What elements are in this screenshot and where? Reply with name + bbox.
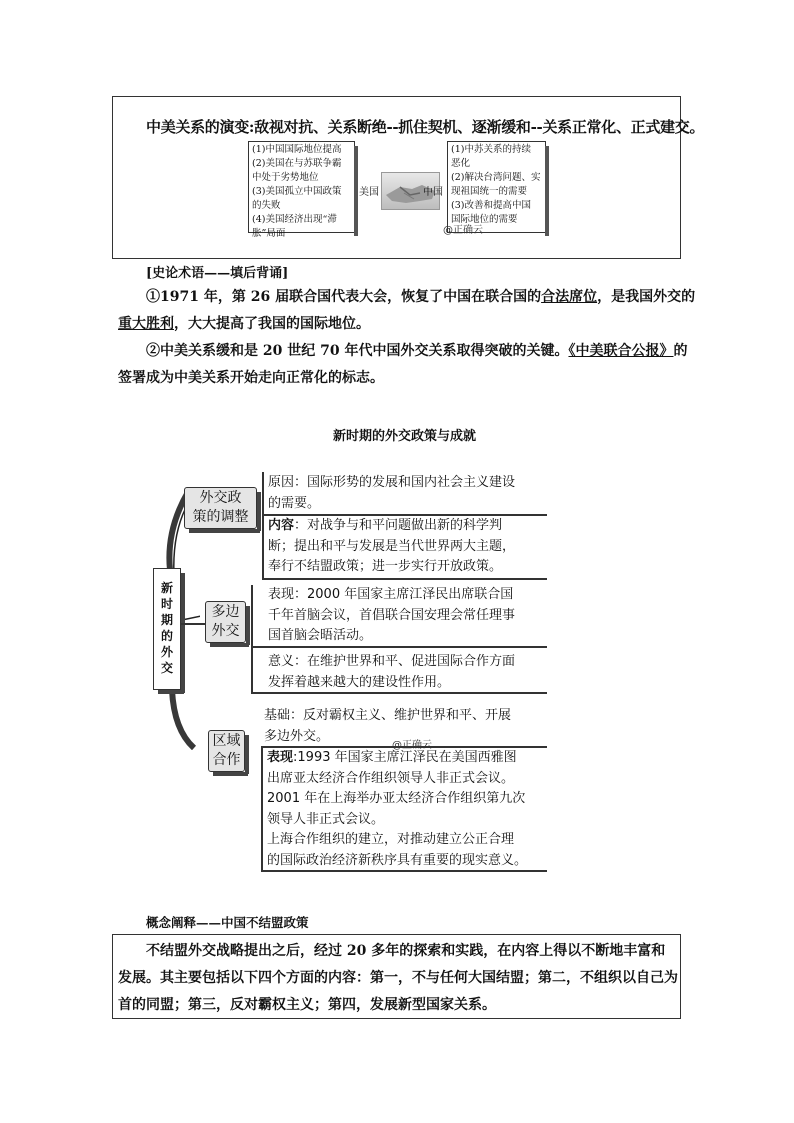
bracket-line bbox=[261, 746, 263, 870]
text-line: 的国际政治经济新秩序具有重要的现实意义。 bbox=[267, 852, 528, 868]
policy-reason bbox=[268, 473, 515, 514]
main-label-char: 期 bbox=[160, 613, 173, 627]
category-label: 外交 bbox=[211, 623, 240, 639]
multilateral-performance bbox=[268, 585, 515, 647]
multilateral-significance bbox=[268, 652, 515, 693]
main-label-char: 外 bbox=[160, 645, 173, 659]
divider bbox=[251, 692, 547, 694]
regional-cooperation-box bbox=[208, 730, 245, 772]
underlined-term: 《中美联合公报》 bbox=[568, 343, 674, 359]
us-factor-line: (4)美国经济出现“滞 bbox=[252, 214, 337, 225]
text-line: 意义：在维护世界和平、促进国际合作方面 bbox=[268, 654, 516, 669]
category-label: 区域 bbox=[212, 733, 241, 749]
text-line: 奉行不结盟政策；进一步实行开放政策。 bbox=[268, 559, 503, 574]
term-paragraph-2-line2 bbox=[118, 365, 384, 392]
text-line: 千年首脑会议，首倡联合国安理会常任理事 bbox=[268, 607, 516, 623]
label-us: 美国 bbox=[359, 187, 379, 198]
text-line: 2001 年在上海举办亚太经济合作组织第九次 bbox=[267, 791, 526, 806]
text-line: 原因：国际形势的发展和国内社会主义建设 bbox=[268, 475, 516, 490]
text-line: 基础：反对霸权主义、维护世界和平、开展 bbox=[264, 708, 512, 723]
text: 签署成为中美关系开始走向正常化的标志。 bbox=[118, 370, 384, 386]
text: 不结盟外交战略提出之后，经过 20 多年的探索和实践，在内容上得以不断地丰富和发展。其主要包括以下四个方面的内容：第一，不与任何大国结盟；第二，不组织以自己为首的同盟；第三，反对霸权主义；第四，发展新型国家关系。 bbox=[118, 943, 678, 1013]
text-line: 国首脑会晤活动。 bbox=[268, 628, 373, 643]
term-paragraph-1-line1 bbox=[146, 284, 695, 311]
divider bbox=[251, 646, 547, 648]
us-factor-line: 中处于劣势地位 bbox=[252, 172, 319, 183]
cn-factor-line: 现祖国统一的需要 bbox=[451, 186, 528, 197]
main-label-char: 的 bbox=[160, 629, 173, 643]
text-line: 出席亚太经济合作组织领导人非正式会议。 bbox=[267, 770, 515, 786]
us-factor-line: (3)美国孤立中国政策 bbox=[252, 186, 342, 197]
category-label: 合作 bbox=[212, 752, 241, 768]
new-era-diplomacy-box bbox=[153, 568, 181, 690]
regional-basis bbox=[264, 706, 511, 747]
text-line: 发挥着越来越大的建设性作用。 bbox=[268, 674, 451, 690]
text: ，大大提高了我国的国际地位。 bbox=[174, 316, 370, 332]
us-factors-box bbox=[248, 141, 355, 239]
text-line: 多边外交。 bbox=[264, 728, 330, 744]
text-line: ：对战争与和平问题做出新的科学判 bbox=[294, 518, 503, 533]
term-paragraph-2-line1 bbox=[146, 338, 687, 365]
bracket-line bbox=[251, 585, 253, 692]
text-line: 的需要。 bbox=[268, 495, 321, 511]
us-factor-line: (2)美国在与苏联争霸 bbox=[252, 158, 342, 169]
category-label: 外交政 bbox=[199, 490, 242, 506]
underlined-term: 重大胜利 bbox=[118, 316, 174, 332]
text-line: :1993 年国家主席江泽民在美国西雅图 bbox=[293, 750, 517, 765]
text: 的 bbox=[673, 343, 688, 359]
text: ，是我国外交的 bbox=[597, 289, 696, 305]
underlined-term: 合法席位 bbox=[541, 289, 598, 305]
policy-adjustment-box bbox=[184, 487, 257, 529]
us-factor-line: 的失败 bbox=[252, 200, 281, 211]
text-line: 上海合作组织的建立，对推动建立公正合理 bbox=[267, 832, 515, 847]
divider bbox=[262, 578, 547, 580]
main-label-char: 新 bbox=[160, 581, 173, 595]
performance-heading: 表现 bbox=[267, 750, 294, 765]
label-china: 中国 bbox=[423, 187, 443, 198]
regional-performance bbox=[267, 748, 527, 871]
cn-factor-line: (1)中苏关系的持续 bbox=[451, 144, 531, 155]
text-line: 断；提出和平与发展是当代世界两大主题， bbox=[268, 538, 516, 554]
main-label-char: 交 bbox=[160, 661, 173, 675]
text-line: 领导人非正式会议。 bbox=[267, 811, 385, 827]
us-factor-line: 胀”局面 bbox=[252, 228, 286, 239]
cn-factor-line: 国际地位的需要 bbox=[451, 214, 518, 225]
multilateral-diplomacy-box bbox=[205, 601, 246, 643]
terms-heading: [史论术语——填后背诵] bbox=[146, 266, 289, 281]
category-label: 多边 bbox=[211, 604, 240, 620]
term-paragraph-1-line2 bbox=[118, 311, 370, 338]
connector-line bbox=[181, 623, 205, 625]
category-label: 策的调整 bbox=[192, 509, 249, 525]
content-heading: 内容 bbox=[268, 518, 295, 533]
section-title: 新时期的外交政策与成就 bbox=[333, 429, 477, 444]
text: ②中美关系缓和是 20 世纪 70 年代中国外交关系取得突破的关键。 bbox=[146, 343, 569, 359]
bracket-line bbox=[262, 472, 264, 578]
cn-factor-line: (3)改善和提高中国 bbox=[451, 200, 531, 211]
text-line: 表现：2000 年国家主席江泽民出席联合国 bbox=[268, 587, 514, 602]
china-factors-box bbox=[447, 141, 546, 233]
relations-title: 中美关系的演变:敌视对抗、关系断绝--抓住契机、逐渐缓和--关系正常化、正式建交。 bbox=[146, 118, 705, 136]
divider bbox=[261, 870, 547, 872]
main-label-char: 时 bbox=[160, 597, 173, 611]
policy-content bbox=[268, 516, 515, 578]
concept-text bbox=[118, 938, 678, 1019]
cn-factor-line: (2)解决台湾问题、实 bbox=[451, 172, 541, 183]
text: ①1971 年，第 26 届联合国代表大会，恢复了中国在联合国的 bbox=[146, 289, 542, 305]
concept-heading: 概念阐释——中国不结盟政策 bbox=[146, 915, 309, 930]
cn-factor-line: 恶化 bbox=[451, 158, 471, 169]
watermark: @正确云 bbox=[443, 225, 483, 236]
us-factor-line: (1)中国国际地位提高 bbox=[252, 144, 342, 155]
